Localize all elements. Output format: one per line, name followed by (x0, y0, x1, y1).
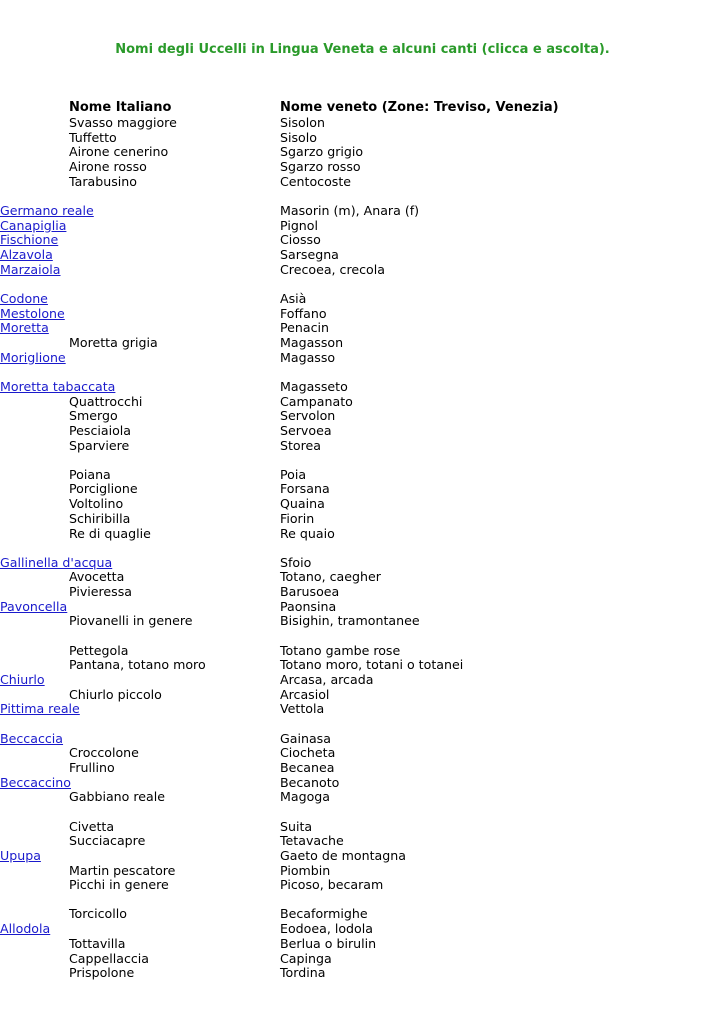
table-row (0, 673, 725, 688)
italian-name: Sparviere (69, 437, 130, 453)
table-row (0, 145, 725, 160)
table-row (0, 482, 725, 497)
italian-name: Pesciaiola (69, 422, 132, 438)
veneto-name: Suita (280, 818, 313, 834)
italian-name-link[interactable]: Allodola (0, 921, 51, 937)
veneto-name: Tetavache (280, 833, 344, 849)
table-row (0, 878, 725, 893)
italian-name: Poiana (69, 466, 111, 482)
italian-name: Svasso maggiore (69, 115, 177, 130)
veneto-name: Magasseto (280, 378, 348, 394)
table-row (0, 746, 725, 761)
italian-name: Airone rosso (69, 159, 147, 175)
italian-name: Frullino (69, 759, 115, 775)
italian-name: Torcicollo (69, 906, 127, 922)
header-italian-name: Nome Italiano (69, 100, 172, 115)
table-row (0, 820, 725, 835)
veneto-name: Sarsegna (280, 247, 339, 262)
veneto-name: Capinga (280, 950, 332, 966)
table-row (0, 761, 725, 776)
italian-name-link[interactable]: Marzaiola (0, 261, 61, 277)
italian-name: Martin pescatore (69, 862, 176, 878)
table-row (0, 556, 725, 571)
table-row (0, 790, 725, 805)
bird-group (0, 468, 725, 541)
table-row (0, 849, 725, 864)
table-row (0, 497, 725, 512)
table-row (0, 600, 725, 615)
table-row (0, 351, 725, 366)
veneto-name: Tordina (280, 965, 326, 981)
bird-group (0, 820, 725, 893)
veneto-name: Pignol (280, 217, 318, 233)
bird-group (0, 732, 725, 805)
italian-name-link[interactable]: Pavoncella (0, 598, 68, 614)
bird-group (0, 556, 725, 629)
table-row (0, 321, 725, 336)
table-row (0, 614, 725, 629)
veneto-name: Poia (280, 466, 307, 482)
veneto-name: Centocoste (280, 173, 352, 189)
italian-name-link[interactable]: Gallinella d'acqua (0, 554, 113, 570)
italian-name: Porciglione (69, 481, 138, 497)
veneto-name: Magasso (280, 349, 336, 365)
bird-group (0, 292, 725, 365)
veneto-name: Arcasiol (280, 686, 330, 702)
table-row (0, 468, 725, 483)
veneto-name: Gainasa (280, 730, 331, 746)
italian-name: Moretta grigia (69, 334, 158, 350)
veneto-name: Magoga (280, 789, 330, 805)
veneto-name: Picoso, becaram (280, 877, 384, 893)
table-row (0, 292, 725, 307)
italian-name: Tuffetto (69, 129, 117, 145)
table-row (0, 702, 725, 717)
veneto-name: Forsana (280, 481, 330, 497)
veneto-name: Fiorin (280, 510, 315, 526)
veneto-name: Sisolo (280, 129, 317, 145)
veneto-name: Sgarzo rosso (280, 159, 361, 175)
table-row (0, 160, 725, 175)
veneto-name: Ciosso (280, 232, 321, 248)
veneto-name: Becanea (280, 759, 335, 775)
header-veneto-name: Nome veneto (Zone: Treviso, Venezia) (280, 100, 559, 115)
table-row (0, 424, 725, 439)
bird-group (0, 204, 725, 277)
italian-name: Voltolino (69, 496, 124, 512)
italian-name-link[interactable]: Fischione (0, 232, 59, 248)
table-row (0, 131, 725, 146)
italian-name: Pivieressa (69, 584, 133, 600)
veneto-name: Totano, caegher (280, 569, 381, 585)
veneto-name: Vettola (280, 701, 325, 717)
veneto-name: Bisighin, tramontanee (280, 613, 420, 629)
table-row (0, 937, 725, 952)
italian-name-link[interactable]: Moretta (0, 320, 49, 336)
table-row (0, 248, 725, 263)
italian-name-link[interactable]: Chiurlo (0, 672, 45, 687)
table-row (0, 409, 725, 424)
italian-name: Chiurlo piccolo (69, 686, 162, 702)
veneto-name: Sgarzo grigio (280, 144, 364, 160)
veneto-name: Piombin (280, 862, 331, 878)
veneto-name: Totano moro, totani o totanei (280, 657, 464, 673)
italian-name: Croccolone (69, 745, 139, 761)
italian-name-link[interactable]: Pittima reale (0, 701, 80, 717)
table-row (0, 307, 725, 322)
table-row (0, 204, 725, 219)
table-row (0, 952, 725, 967)
bird-names-table (0, 116, 725, 995)
page-title: Nomi degli Uccelli in Lingua Veneta e alcuni canti (clicca e ascolta). (115, 42, 610, 57)
italian-name: Succiacapre (69, 833, 146, 849)
table-row (0, 644, 725, 659)
veneto-name: Berlua o birulin (280, 935, 377, 951)
table-row (0, 570, 725, 585)
italian-name: Pantana, totano moro (69, 657, 206, 673)
italian-name: Schiribilla (69, 510, 131, 526)
table-row (0, 776, 725, 791)
bird-group (0, 380, 725, 453)
bird-group (0, 644, 725, 717)
italian-name: Prispolone (69, 965, 135, 981)
veneto-name: Campanato (280, 393, 353, 409)
italian-name: Piovanelli in genere (69, 613, 193, 629)
italian-name-link[interactable]: Upupa (0, 847, 41, 863)
veneto-name: Servoea (280, 422, 332, 438)
table-row (0, 439, 725, 454)
italian-name-link[interactable]: Alzavola (0, 247, 53, 262)
veneto-name: Eodoea, lodola (280, 921, 373, 937)
veneto-name: Barusoea (280, 584, 340, 600)
veneto-name: Masorin (m), Anara (f) (280, 202, 420, 218)
table-row (0, 966, 725, 981)
table-row (0, 512, 725, 527)
italian-name: Civetta (69, 818, 115, 834)
italian-name: Airone cenerino (69, 144, 169, 160)
italian-name: Cappellaccia (69, 950, 150, 966)
bird-group (0, 116, 725, 189)
table-row (0, 585, 725, 600)
italian-name: Gabbiano reale (69, 789, 165, 805)
bird-group (0, 907, 725, 980)
italian-name: Avocetta (69, 569, 125, 585)
table-row (0, 175, 725, 190)
table-row (0, 907, 725, 922)
italian-name: Picchi in genere (69, 877, 169, 893)
veneto-name: Paonsina (280, 598, 337, 614)
veneto-name: Gaeto de montagna (280, 847, 406, 863)
veneto-name: Penacin (280, 320, 329, 336)
veneto-name: Servolon (280, 408, 336, 424)
veneto-name: Sfoio (280, 554, 312, 570)
table-row (0, 219, 725, 234)
italian-name-link[interactable]: Germano reale (0, 202, 94, 218)
italian-name-link[interactable]: Moretta tabaccata (0, 378, 116, 394)
table-row (0, 336, 725, 351)
veneto-name: Becaformighe (280, 906, 368, 922)
table-row (0, 395, 725, 410)
table-row (0, 380, 725, 395)
italian-name-link[interactable]: Beccaccino (0, 774, 71, 790)
italian-name-link[interactable]: Mestolone (0, 305, 65, 321)
italian-name: Tarabusino (69, 173, 137, 189)
italian-name: Pettegola (69, 642, 129, 658)
italian-name: Tottavilla (69, 935, 126, 951)
table-row (0, 834, 725, 849)
veneto-name: Arcasa, arcada (280, 672, 374, 687)
table-row (0, 233, 725, 248)
veneto-name: Crecoea, crecola (280, 261, 385, 277)
veneto-name: Becanoto (280, 774, 340, 790)
veneto-name: Re quaio (280, 525, 335, 541)
italian-name-link[interactable]: Moriglione (0, 349, 66, 365)
italian-name: Quattrocchi (69, 393, 143, 409)
veneto-name: Asià (280, 290, 307, 306)
italian-name-link[interactable]: Beccaccia (0, 730, 64, 746)
table-row (0, 922, 725, 937)
italian-name: Smergo (69, 408, 118, 424)
veneto-name: Magasson (280, 334, 344, 350)
veneto-name: Quaina (280, 496, 325, 512)
table-row (0, 732, 725, 747)
veneto-name: Totano gambe rose (280, 642, 401, 658)
veneto-name: Foffano (280, 305, 327, 321)
table-row (0, 688, 725, 703)
italian-name-link[interactable]: Canapiglia (0, 217, 67, 233)
table-row (0, 116, 725, 131)
veneto-name: Ciocheta (280, 745, 336, 761)
table-row (0, 527, 725, 542)
table-row (0, 658, 725, 673)
veneto-name: Sisolon (280, 115, 325, 130)
italian-name: Re di quaglie (69, 525, 151, 541)
italian-name-link[interactable]: Codone (0, 290, 48, 306)
veneto-name: Storea (280, 437, 322, 453)
table-row (0, 864, 725, 879)
table-row (0, 263, 725, 278)
